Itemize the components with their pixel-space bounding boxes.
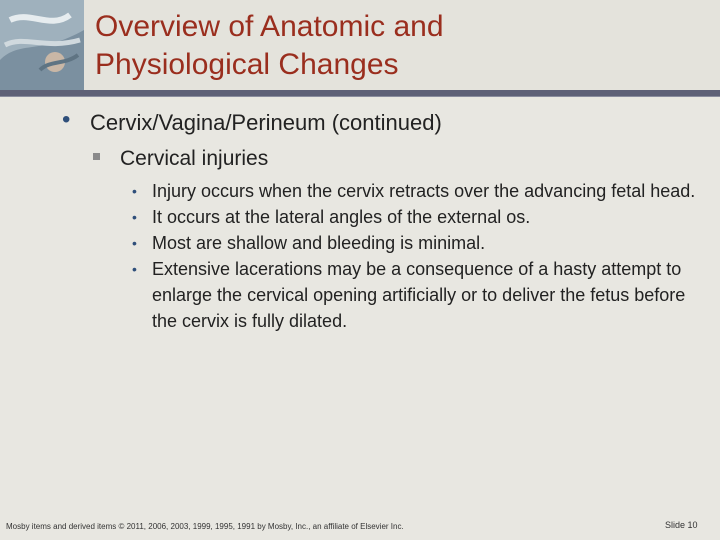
bullet-icon: • xyxy=(132,261,137,277)
bullet-level1: Cervix/Vagina/Perineum (continued) xyxy=(90,110,442,135)
copyright-footer: Mosby items and derived items © 2011, 2006, 2003, 1999, 1995, 1991 by Mosby, Inc., an affiliate of Elsevier Inc. xyxy=(6,522,404,531)
slide-number: Slide 10 xyxy=(665,520,698,530)
bullet-icon: • xyxy=(132,183,137,199)
list-item-text: Most are shallow and bleeding is minimal. xyxy=(152,233,486,253)
list-item xyxy=(130,230,705,256)
page-title xyxy=(95,8,695,84)
bullet-level2: Cervical injuries xyxy=(120,147,269,170)
header-photo xyxy=(0,0,84,90)
list-item xyxy=(130,178,705,204)
title-line-2: Physiological Changes xyxy=(95,48,399,81)
list-item-text: Extensive lacerations may be a consequence of a hasty attempt to enlarge the cervical opening artificially or to deliver the fetus before the cervix is fully dilated. xyxy=(152,259,686,331)
bullet-level2-icon xyxy=(93,153,100,160)
bullet-level3-list xyxy=(130,178,705,334)
list-item xyxy=(130,256,705,334)
list-item-text: Injury occurs when the cervix retracts over the advancing fetal head. xyxy=(152,181,696,201)
bullet-icon: • xyxy=(132,209,137,225)
bullet-icon: • xyxy=(132,235,137,251)
slide-header xyxy=(0,0,720,92)
bullet-level1-icon: • xyxy=(62,106,71,133)
title-line-1: Overview of Anatomic and xyxy=(95,10,444,43)
medical-image-icon xyxy=(0,0,84,90)
header-divider xyxy=(0,90,720,97)
list-item xyxy=(130,204,705,230)
list-item-text: It occurs at the lateral angles of the external os. xyxy=(152,207,531,227)
